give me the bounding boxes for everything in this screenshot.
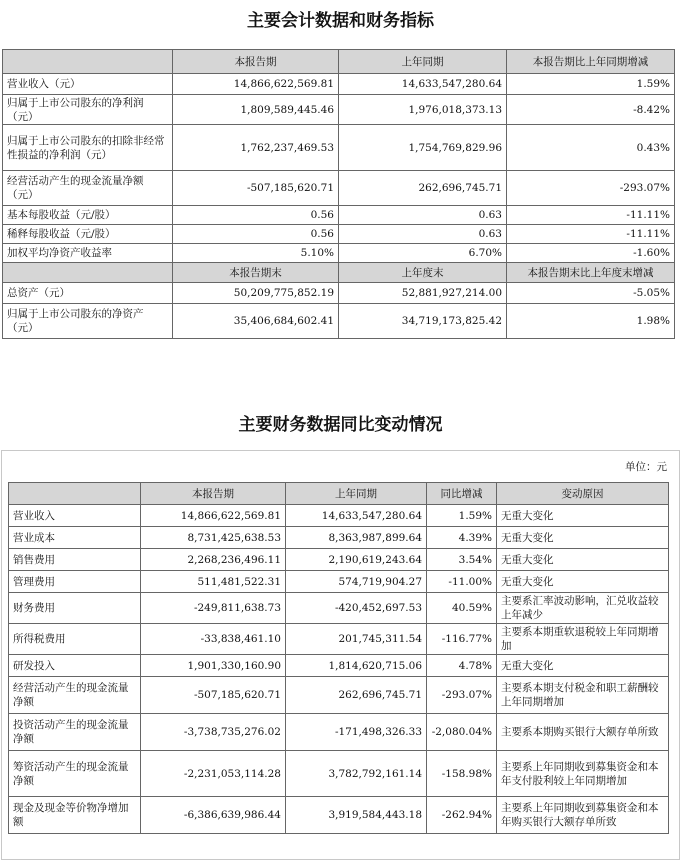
table-cell: 8,731,425,638.53: [141, 527, 286, 549]
row-label: 加权平均净资产收益率: [3, 244, 173, 263]
row-label: 营业收入: [9, 505, 141, 527]
table-cell: 0.63: [339, 206, 507, 225]
table-cell: 主要系上年同期收到募集资金和本年支付股利较上年同期增加: [497, 751, 669, 797]
header-cell: 本报告期末比上年度末增减: [507, 263, 675, 283]
table-cell: -158.98%: [427, 751, 497, 797]
table-cell: -249,811,638.73: [141, 593, 286, 624]
table-cell: 1,901,330,160.90: [141, 655, 286, 677]
table-cell: 1,762,237,469.53: [173, 125, 339, 171]
table-cell: 14,633,547,280.64: [286, 505, 427, 527]
row-label: 归属于上市公司股东的净利润（元）: [3, 95, 173, 125]
table-cell: 0.56: [173, 206, 339, 225]
row-label: 稀释每股收益（元/股）: [3, 225, 173, 244]
row-label: 归属于上市公司股东的净资产（元）: [3, 304, 173, 339]
table-cell: 201,745,311.54: [286, 624, 427, 655]
table-cell: -3,738,735,276.02: [141, 714, 286, 751]
table-cell: -2,231,053,114.28: [141, 751, 286, 797]
table-cell: 1.59%: [427, 505, 497, 527]
table-cell: 50,209,775,852.19: [173, 283, 339, 304]
table-cell: 1,814,620,715.06: [286, 655, 427, 677]
table-cell: 14,866,622,569.81: [141, 505, 286, 527]
table-row: [9, 714, 669, 751]
header-cell: 本报告期末: [173, 263, 339, 283]
table-cell: 3,782,792,161.14: [286, 751, 427, 797]
table-cell: 1.59%: [507, 74, 675, 95]
table-cell: 5.10%: [173, 244, 339, 263]
row-label: 基本每股收益（元/股）: [3, 206, 173, 225]
table-cell: -420,452,697.53: [286, 593, 427, 624]
table-row: [9, 505, 669, 527]
table-header-row: [3, 50, 675, 74]
table-cell: 6.70%: [339, 244, 507, 263]
table-row: [3, 225, 675, 244]
row-label: 研发投入: [9, 655, 141, 677]
table-cell: 主要系本期重软退税较上年同期增加: [497, 624, 669, 655]
table-row: [3, 95, 675, 125]
table-cell: -507,185,620.71: [141, 677, 286, 714]
table2-title: 主要财务数据同比变动情况: [238, 415, 443, 435]
table-cell: 0.63: [339, 225, 507, 244]
table-cell: 1,809,589,445.46: [173, 95, 339, 125]
table-row: [3, 125, 675, 171]
table-cell: -507,185,620.71: [173, 171, 339, 206]
row-label: 总资产（元）: [3, 283, 173, 304]
table-cell: 3,919,584,443.18: [286, 797, 427, 834]
header-cell: 本报告期: [173, 50, 339, 74]
table-cell: 无重大变化: [497, 655, 669, 677]
yoy-change-table: [8, 482, 669, 834]
table-cell: 主要系本期购买银行大额存单所致: [497, 714, 669, 751]
header-cell: 上年度末: [339, 263, 507, 283]
table-cell: 262,696,745.71: [286, 677, 427, 714]
header-cell: [3, 50, 173, 74]
table-cell: -11.11%: [507, 225, 675, 244]
header-cell: 变动原因: [497, 483, 669, 505]
table-cell: 14,866,622,569.81: [173, 74, 339, 95]
table-cell: 无重大变化: [497, 549, 669, 571]
table-row: [3, 206, 675, 225]
row-label: 经营活动产生的现金流量净额（元）: [3, 171, 173, 206]
row-label: 营业收入（元）: [3, 74, 173, 95]
row-label: 所得税费用: [9, 624, 141, 655]
table-row: [3, 74, 675, 95]
table-cell: 0.56: [173, 225, 339, 244]
table-cell: -6,386,639,986.44: [141, 797, 286, 834]
table-row: [9, 751, 669, 797]
header-cell: 上年同期: [339, 50, 507, 74]
row-label: 投资活动产生的现金流量净额: [9, 714, 141, 751]
table-cell: 无重大变化: [497, 571, 669, 593]
table-cell: 主要系上年同期收到募集资金和本年购买银行大额存单所致: [497, 797, 669, 834]
table-cell: 574,719,904.27: [286, 571, 427, 593]
table-row: [9, 677, 669, 714]
table-row: [3, 304, 675, 339]
table-cell: -5.05%: [507, 283, 675, 304]
table-cell: -293.07%: [427, 677, 497, 714]
row-label: 归属于上市公司股东的扣除非经常性损益的净利润（元）: [3, 125, 173, 171]
table-cell: -8.42%: [507, 95, 675, 125]
table-cell: 1,976,018,373.13: [339, 95, 507, 125]
header-cell: 同比增减: [427, 483, 497, 505]
row-label: 现金及现金等价物净增加额: [9, 797, 141, 834]
table-row: [9, 655, 669, 677]
table-cell: 无重大变化: [497, 505, 669, 527]
table-header-row: [9, 483, 669, 505]
table-row: [9, 797, 669, 834]
header-cell: 上年同期: [286, 483, 427, 505]
table-cell: -116.77%: [427, 624, 497, 655]
table-cell: 主要系汇率波动影响，汇兑收益较上年减少: [497, 593, 669, 624]
table-cell: 无重大变化: [497, 527, 669, 549]
table-cell: 35,406,684,602.41: [173, 304, 339, 339]
table-cell: 2,190,619,243.64: [286, 549, 427, 571]
table-row: [9, 593, 669, 624]
header-cell: 本报告期比上年同期增减: [507, 50, 675, 74]
table-row: [9, 624, 669, 655]
table-cell: 40.59%: [427, 593, 497, 624]
table-cell: -33,838,461.10: [141, 624, 286, 655]
table-cell: 511,481,522.31: [141, 571, 286, 593]
row-label: 营业成本: [9, 527, 141, 549]
header-cell: 本报告期: [141, 483, 286, 505]
table-cell: 8,363,987,899.64: [286, 527, 427, 549]
table-cell: 1,754,769,829.96: [339, 125, 507, 171]
table-cell: 14,633,547,280.64: [339, 74, 507, 95]
table1-title: 主要会计数据和财务指标: [247, 11, 434, 31]
header-cell: [9, 483, 141, 505]
table-row: [3, 283, 675, 304]
row-label: 财务费用: [9, 593, 141, 624]
table-cell: 34,719,173,825.42: [339, 304, 507, 339]
table-cell: -11.00%: [427, 571, 497, 593]
row-label: 经营活动产生的现金流量净额: [9, 677, 141, 714]
table-cell: 2,268,236,496.11: [141, 549, 286, 571]
table-cell: 4.39%: [427, 527, 497, 549]
table-cell: 4.78%: [427, 655, 497, 677]
row-label: 销售费用: [9, 549, 141, 571]
table-cell: -262.94%: [427, 797, 497, 834]
table-cell: 0.43%: [507, 125, 675, 171]
table-cell: -11.11%: [507, 206, 675, 225]
table-cell: 262,696,745.71: [339, 171, 507, 206]
table-row: [9, 527, 669, 549]
table-row: [3, 244, 675, 263]
accounting-data-table: [2, 49, 675, 339]
table-row: [3, 171, 675, 206]
row-label: 筹资活动产生的现金流量净额: [9, 751, 141, 797]
unit-label: 单位：元: [625, 461, 667, 473]
table-cell: -2,080.04%: [427, 714, 497, 751]
table-cell: 主要系本期支付税金和职工薪酬较上年同期增加: [497, 677, 669, 714]
table-row: [9, 571, 669, 593]
table-cell: -293.07%: [507, 171, 675, 206]
table-cell: -171,498,326.33: [286, 714, 427, 751]
header-cell: [3, 263, 173, 283]
table-header-row: [3, 263, 675, 283]
table-cell: 1.98%: [507, 304, 675, 339]
table-cell: -1.60%: [507, 244, 675, 263]
row-label: 管理费用: [9, 571, 141, 593]
table-cell: 3.54%: [427, 549, 497, 571]
table-cell: 52,881,927,214.00: [339, 283, 507, 304]
table-row: [9, 549, 669, 571]
